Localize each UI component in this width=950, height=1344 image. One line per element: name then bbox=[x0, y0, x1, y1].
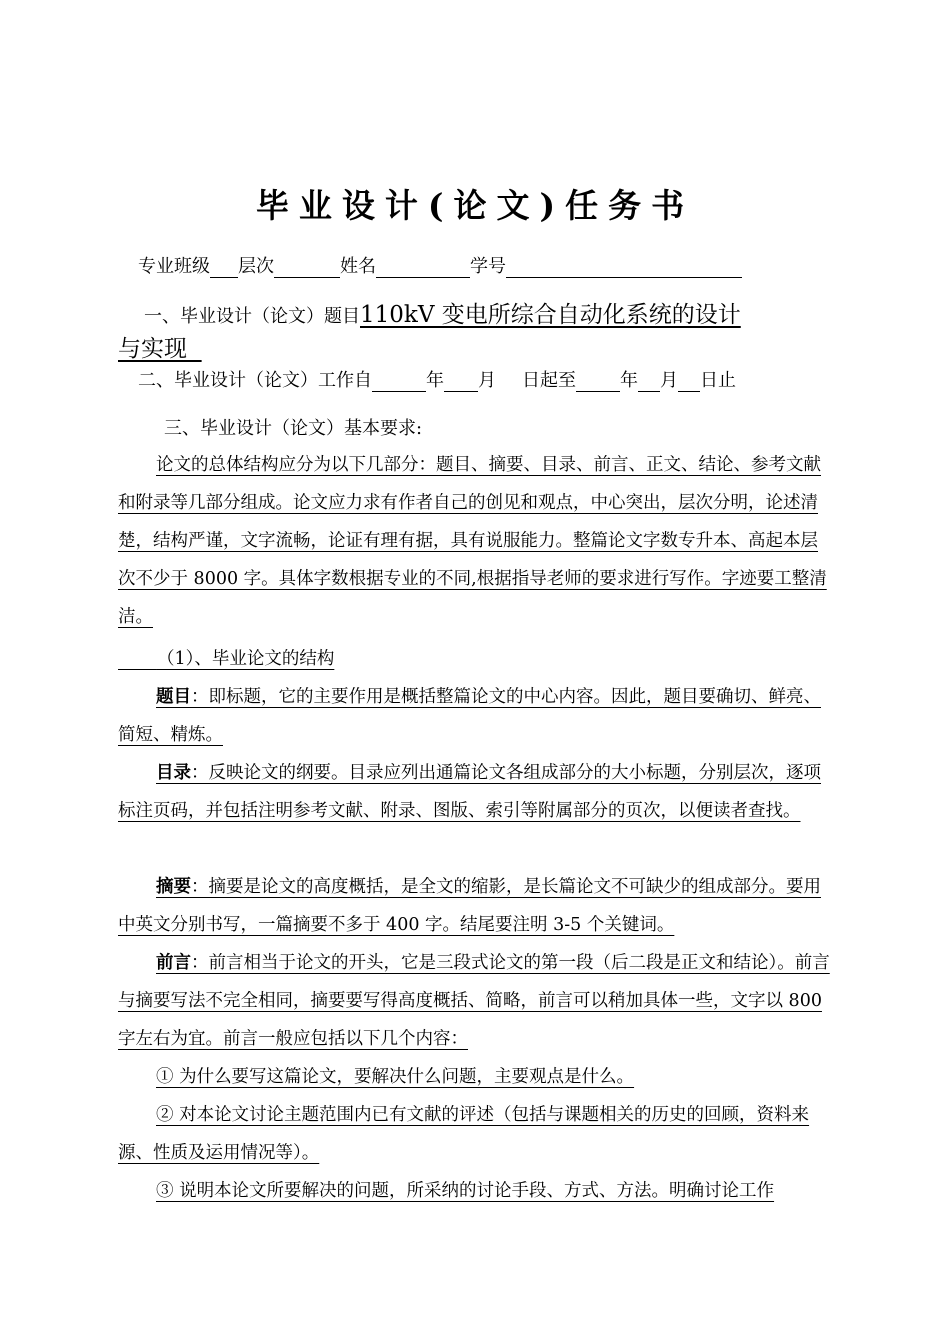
title-text: ：即标题，它的主要作用是概括整篇论文的中心内容。因此，题目要确切、鲜亮、简短、精炼。 bbox=[118, 687, 821, 745]
item1-text: ① 为什么要写这篇论文，要解决什么问题，主要观点是什么。 bbox=[156, 1067, 635, 1087]
document-title: 毕业设计(论文)任务书 bbox=[255, 186, 695, 225]
preface-head: 前言 bbox=[156, 953, 191, 973]
section1-line2 bbox=[118, 330, 838, 363]
toc-paragraph bbox=[118, 754, 832, 830]
section2-label: 二、毕业设计（论文）工作自 bbox=[138, 370, 372, 391]
abstract-paragraph bbox=[118, 868, 832, 944]
topic-line1: 110kV 变电所综合自动化系统的设计 bbox=[360, 302, 741, 328]
intro-paragraph bbox=[118, 446, 832, 636]
preface-paragraph bbox=[118, 944, 832, 1058]
month1-label: 月 bbox=[478, 370, 496, 391]
preface-item-1 bbox=[118, 1058, 832, 1096]
major-class-blank bbox=[210, 259, 238, 278]
preface-item-3 bbox=[118, 1172, 832, 1210]
section1-line bbox=[144, 296, 864, 329]
intro-text: 论文的总体结构应分为以下几部分：题目、摘要、目录、前言、正文、结论、参考文献和附录等几部分组成。论文应力求有作者自己的创见和观点，中心突出，层次分明，论述清楚，结构严谨，文字流畅，论证有理有据，具有说服能力。整篇论文字数专升本、高起本层次不少于 8000 字。具体字数根据专业的不同,根据指导老师的要求进行写作。字迹要工整清洁。 bbox=[118, 455, 827, 627]
day-from-label: 日起至 bbox=[522, 370, 576, 391]
day-to-label: 日止 bbox=[700, 370, 736, 391]
abstract-text: ：摘要是论文的高度概括，是全文的缩影，是长篇论文不可缺少的组成部分。要用中英文分别书写，一篇摘要不多于 400 字。结尾要注明 3-5 个关键词。 bbox=[118, 877, 821, 935]
major-class-label: 专业班级 bbox=[138, 256, 210, 277]
preface-item-2 bbox=[118, 1096, 832, 1172]
level-blank bbox=[274, 259, 340, 278]
preface-text: ：前言相当于论文的开头，它是三段式论文的第一段（后二段是正文和结论）。前言与摘要写法不完全相同，摘要要写得高度概括、简略，前言可以稍加具体一些，文字以 800 字左右为宜。前言一般应包括以下几个内容： bbox=[118, 953, 830, 1049]
info-row bbox=[138, 252, 858, 278]
toc-text: ：反映论文的纲要。目录应列出通篇论文各组成部分的大小标题，分别层次，逐项标注页码，并包括注明参考文献、附录、图版、索引等附属部分的页次，以便读者查找。 bbox=[118, 763, 821, 821]
structure-heading: （1）、毕业论文的结构 bbox=[156, 649, 335, 669]
student-no-label: 学号 bbox=[470, 256, 506, 277]
name-blank bbox=[376, 259, 470, 278]
student-no-blank bbox=[506, 259, 742, 278]
abstract-head: 摘要 bbox=[156, 877, 191, 897]
section1-label: 一、毕业设计（论文）题目 bbox=[144, 306, 360, 327]
toc-head: 目录 bbox=[156, 763, 191, 783]
section3-label: 三、毕业设计（论文）基本要求: bbox=[164, 418, 423, 439]
title-paragraph bbox=[118, 678, 832, 754]
section2-line bbox=[138, 366, 858, 392]
year2-label: 年 bbox=[620, 370, 638, 391]
level-label: 层次 bbox=[238, 256, 274, 277]
structure-heading-paragraph bbox=[118, 640, 832, 678]
title-head: 题目 bbox=[156, 687, 191, 707]
year1-label: 年 bbox=[426, 370, 444, 391]
topic-line2: 与实现 bbox=[118, 336, 187, 362]
item3-text: ③ 说明本论文所要解决的问题，所采纳的讨论手段、方式、方法。明确讨论工作 bbox=[156, 1181, 775, 1201]
month2-label: 月 bbox=[660, 370, 678, 391]
name-label: 姓名 bbox=[340, 256, 376, 277]
item2-text: ② 对本论文讨论主题范围内已有文献的评述（包括与课题相关的历史的回顾，资料来源、性质及运用情况等）。 bbox=[118, 1105, 810, 1163]
